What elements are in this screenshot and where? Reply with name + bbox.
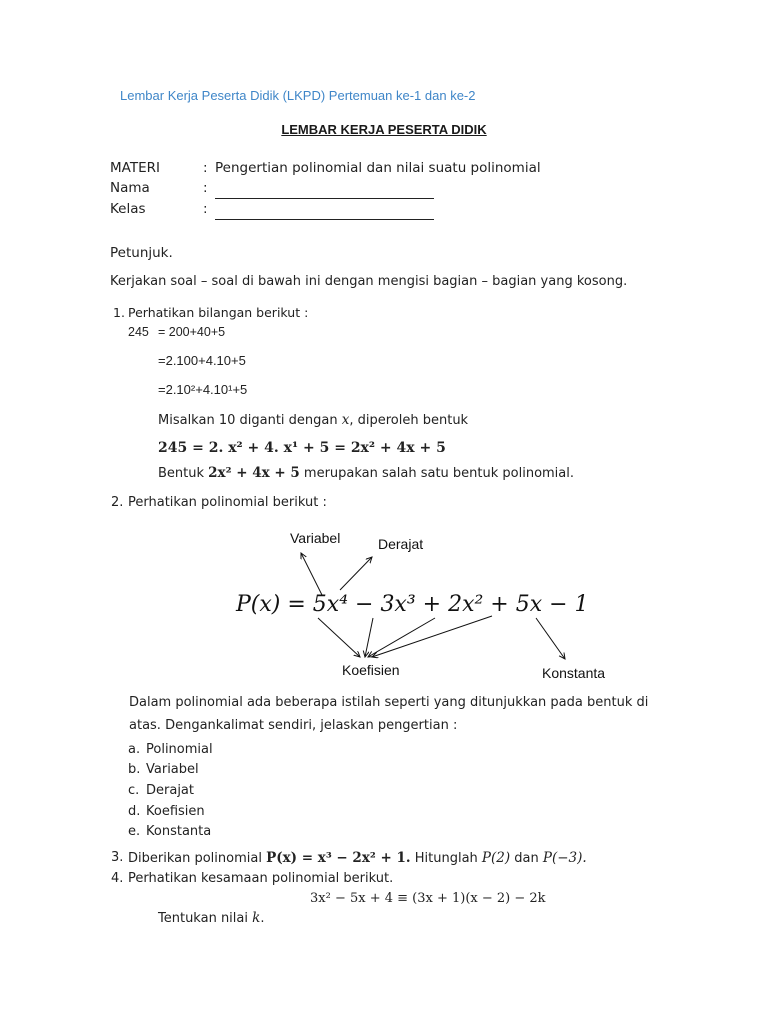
instructions-text: Kerjakan soal – soal di bawah ini dengan mengisi bagian – bagian yang kosong.: [110, 274, 628, 289]
list-item: [128, 762, 140, 777]
arrow-koefisien-2: [365, 618, 373, 657]
materi-colon: :: [203, 160, 208, 176]
q3-p2: P(2): [481, 850, 511, 866]
q4-ask: [158, 910, 264, 926]
q2-intro: Perhatikan polinomial berikut :: [128, 495, 327, 510]
arrow-konstanta: [536, 618, 565, 659]
list-item-text: Derajat: [146, 783, 194, 798]
list-item-text: Koefisien: [146, 804, 205, 819]
materi-label: MATERI: [110, 160, 160, 176]
q3-expr: P(x) = x³ − 2x² + 1.: [266, 850, 411, 866]
list-letter: e.: [128, 824, 141, 839]
q4-equation: 3x² − 5x + 4 ≡ (3x + 1)(x − 2) − 2k: [310, 891, 546, 906]
q1-intro: Perhatikan bilangan berikut :: [128, 305, 309, 320]
document-header: Lembar Kerja Peserta Didik (LKPD) Pertemuan ke-1 dan ke-2: [120, 88, 476, 103]
q3-text-c: dan: [510, 851, 543, 866]
q1-line5-equation: 245 = 2. x² + 4. x¹ + 5 = 2x² + 4x + 5: [158, 440, 446, 456]
list-item-text: Konstanta: [146, 824, 212, 839]
q4-intro: Perhatikan kesamaan polinomial berikut.: [128, 871, 394, 886]
arrow-derajat: [340, 557, 372, 590]
q4-ask-b: .: [260, 911, 265, 926]
q1-line4-a: Misalkan 10 diganti dengan: [158, 413, 342, 428]
list-letter: c.: [128, 783, 140, 798]
label-derajat: Derajat: [378, 536, 424, 552]
kelas-colon: :: [203, 201, 208, 217]
list-letter: d.: [128, 804, 141, 819]
list-letter: a.: [128, 742, 141, 757]
q4-ask-var: k: [252, 910, 261, 926]
nama-colon: :: [203, 180, 208, 196]
kelas-label: Kelas: [110, 201, 146, 217]
label-konstanta: Konstanta: [542, 665, 606, 681]
q1-line4-var: x: [341, 412, 350, 428]
q1-line1-right: = 200+40+5: [158, 325, 226, 339]
arrow-variabel: [301, 553, 322, 595]
q1-line6-a: Bentuk: [158, 466, 209, 481]
q3-text-b: Hitunglah: [410, 851, 482, 866]
arrow-koefisien-3: [368, 618, 435, 657]
q2-paragraph-line1: Dalam polinomial ada beberapa istilah seperti yang ditunjukkan pada bentuk di: [129, 695, 649, 710]
materi-value: Pengertian polinomial dan nilai suatu polinomial: [215, 160, 541, 176]
arrow-koefisien-1: [318, 618, 360, 657]
q4-ask-a: Tentukan nilai: [158, 911, 253, 926]
q4-number: 4.: [111, 871, 124, 886]
q1-line2: =2.100+4.10+5: [158, 353, 246, 368]
q3-text: [128, 850, 587, 866]
list-item: [128, 783, 139, 798]
nama-label: Nama: [110, 180, 150, 196]
list-item: [128, 804, 140, 819]
list-item-text: Variabel: [146, 762, 199, 777]
q3-pm3: P(−3).: [542, 850, 587, 866]
label-koefisien: Koefisien: [342, 662, 400, 678]
list-item: [128, 824, 140, 839]
q3-text-a: Diberikan polinomial: [128, 851, 267, 866]
q2-number: 2.: [111, 495, 124, 510]
q1-line1-left: 245: [128, 325, 149, 339]
q1-line4-b: , diperoleh bentuk: [349, 413, 469, 428]
q1-line6-expr: 2x² + 4x + 5: [208, 465, 300, 481]
instructions-heading: Petunjuk.: [110, 245, 173, 261]
polynomial-formula: P(x) = 5x⁴ − 3x³ + 2x² + 5x − 1: [236, 592, 589, 617]
q1-line6-b: merupakan salah satu bentuk polinomial.: [299, 466, 575, 481]
page-title: LEMBAR KERJA PESERTA DIDIK: [281, 122, 487, 137]
list-letter: b.: [128, 762, 141, 777]
q3-number: 3.: [111, 850, 124, 865]
q2-paragraph-line2: atas. Dengankalimat sendiri, jelaskan pengertian :: [129, 718, 458, 733]
list-item: [128, 742, 140, 757]
q1-number: 1.: [113, 305, 125, 320]
q1-line3: =2.10²+4.10¹+5: [158, 382, 248, 397]
list-item-text: Polinomial: [146, 742, 213, 757]
label-variabel: Variabel: [290, 530, 341, 546]
arrow-koefisien-4: [372, 616, 492, 657]
